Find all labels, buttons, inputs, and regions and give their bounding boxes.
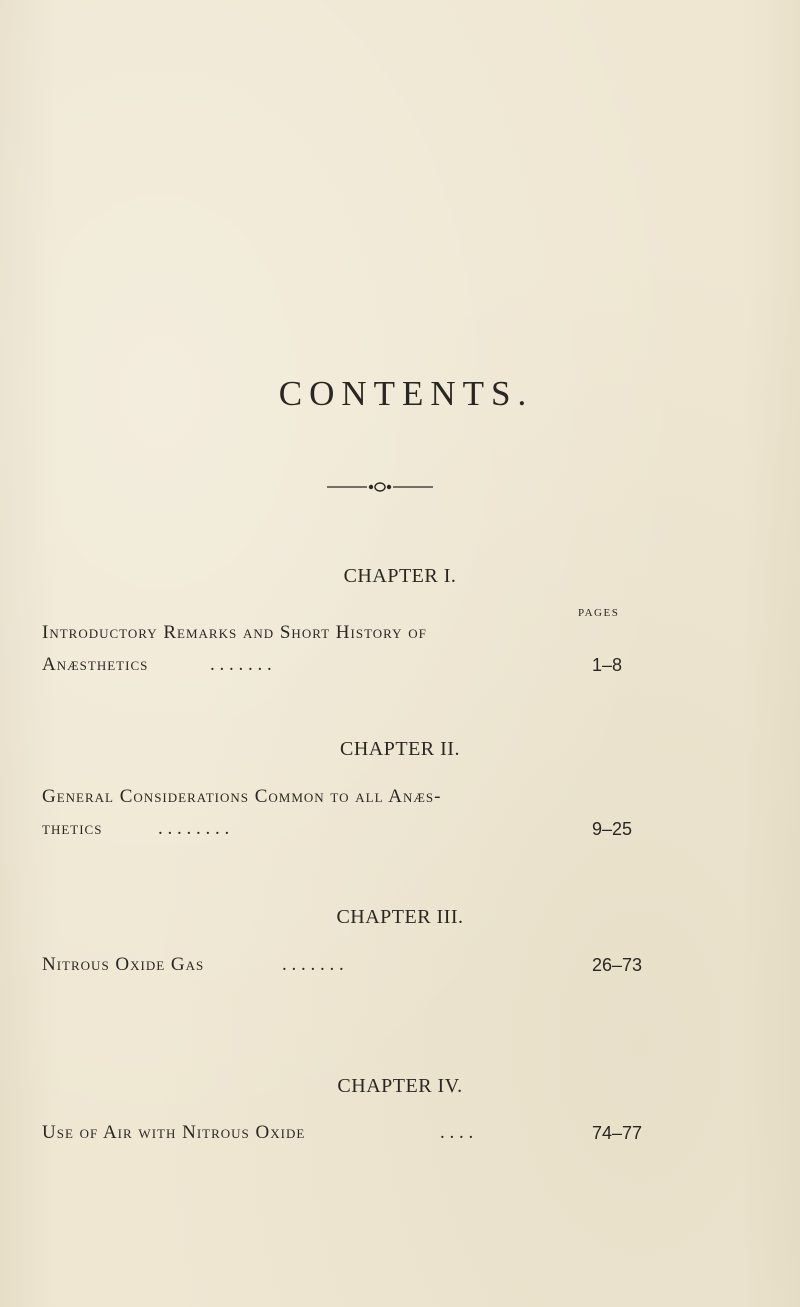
toc-page-range: 9–25 [592, 819, 633, 839]
pages-column-label: PAGES [578, 607, 620, 619]
toc-page-range: 1–8 [592, 655, 623, 675]
chapter-heading-4: CHAPTER IV. [337, 1075, 463, 1097]
toc-entry-text: Use of Air with Nitrous Oxide [42, 1122, 306, 1143]
toc-leader-dots: . . . . . . . . [158, 818, 230, 839]
toc-entry-chapter-3[interactable] [42, 953, 642, 977]
ornament-divider-icon [327, 480, 433, 494]
toc-page-range: 26–73 [592, 955, 643, 975]
toc-entry-text: thetics [42, 818, 103, 839]
chapter-heading-3: CHAPTER III. [336, 906, 464, 928]
toc-entry-chapter-1[interactable] [42, 621, 642, 677]
toc-entry-text: Introductory Remarks and Short History of [42, 622, 427, 643]
toc-page-range: 74–77 [592, 1123, 643, 1143]
toc-leader-dots: . . . . . . . [282, 954, 344, 975]
toc-entry-text: Anæsthetics [42, 654, 149, 675]
toc-entry-chapter-4[interactable] [42, 1121, 642, 1145]
toc-leader-dots: . . . . . . . [210, 654, 272, 675]
toc-leader-dots: . . . . [440, 1122, 474, 1143]
page-title: CONTENTS. [278, 374, 534, 413]
toc-entry-text: Nitrous Oxide Gas [42, 954, 205, 975]
chapter-heading-1: CHAPTER I. [343, 565, 457, 587]
toc-entry-text: General Considerations Common to all Anæs- [42, 786, 442, 807]
chapter-heading-2: CHAPTER II. [340, 738, 460, 760]
toc-entry-chapter-2[interactable] [42, 785, 642, 841]
